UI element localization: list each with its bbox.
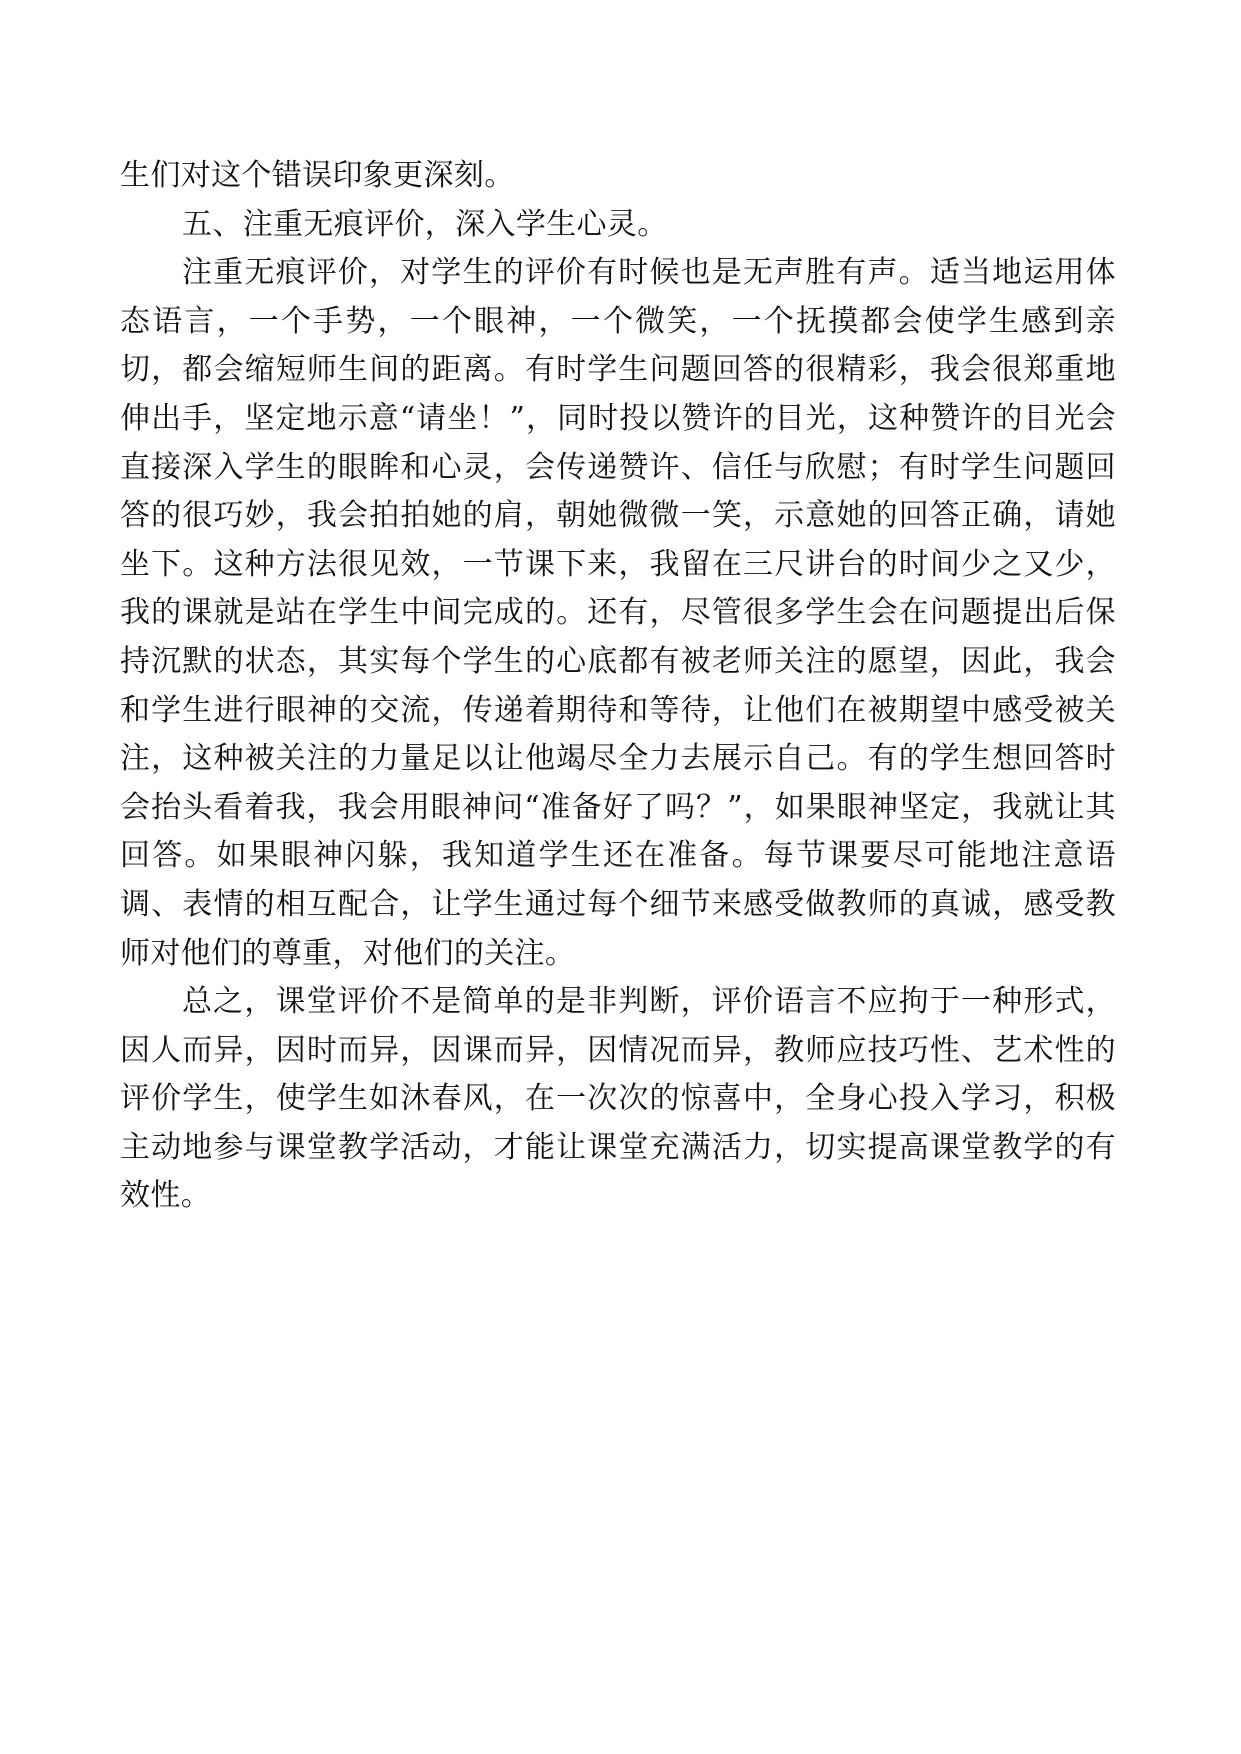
paragraph-body: 注重无痕评价，对学生的评价有时候也是无声胜有声。适当地运用体态语言，一个手势，一个眼神，一个微笑，一个抚摸都会使学生感到亲切，都会缩短师生间的距离。有时学生问题回答的很精彩，我会很郑重地伸出手，坚定地示意“请坐！”，同时投以赞许的目光，这种赞许的目光会直接深入学生的眼眸和心灵，会传递赞许、信任与欣慰；有时学生问题回答的很巧妙，我会拍拍她的肩，朝她微微一笑，示意她的回答正确，请她坐下。这种方法很见效，一节课下来，我留在三尺讲台的时间少之又少，我的课就是站在学生中间完成的。还有，尽管很多学生会在问题提出后保持沉默的状态，其实每个学生的心底都有被老师关注的愿望，因此，我会和学生进行眼神的交流，传递着期待和等待，让他们在被期望中感受被关注，这种被关注的力量足以让他竭尽全力去展示自己。有的学生想回答时会抬头看着我，我会用眼神问“准备好了吗？”，如果眼神坚定，我就让其回答。如果眼神闪躲，我知道学生还在准备。每节课要尽可能地注意语调、表情的相互配合，让学生通过每个细节来感受做教师的真诚，感受教师对他们的尊重，对他们的关注。 <box>120 255 1116 971</box>
section-heading: 五、注重无痕评价，深入学生心灵。 <box>182 206 668 242</box>
paragraph-continuation: 生们对这个错误印象更深刻。 <box>120 158 515 193</box>
document-body <box>120 152 1116 1221</box>
paragraph-conclusion: 总之，课堂评价不是简单的是非判断，评价语言不应拘于一种形式，因人而异，因时而异，因课而异，因情况而异，教师应技巧性、艺术性的评价学生，使学生如沐春风，在一次次的惊喜中，全身心投入学习，积极主动地参与课堂教学活动，才能让课堂充满活力，切实提高课堂教学的有效性。 <box>120 984 1116 1214</box>
